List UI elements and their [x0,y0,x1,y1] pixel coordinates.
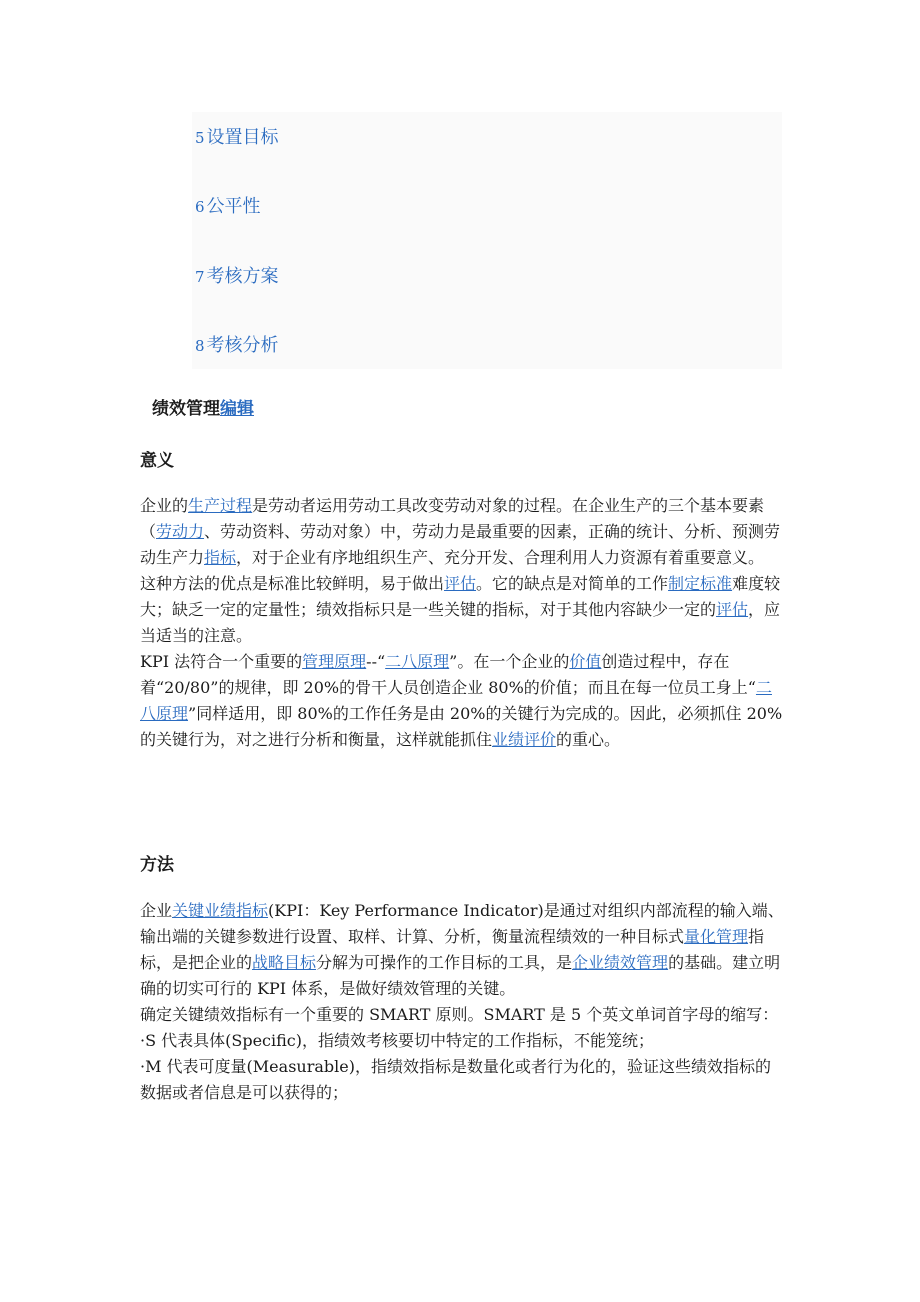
text: 、劳动资料、劳动对象）中，劳动力是最重要的因素，正确的统计、分析、预测劳动生产力 [140,522,781,567]
meaning-body [140,493,786,753]
bullet-specific: ·S 代表具体(Specific)，指绩效考核要切中特定的工作指标，不能笼统； [140,1031,655,1050]
link-80-20-principle-2[interactable]: 二八原理 [140,678,772,723]
toc-item-number: 8 [195,337,205,355]
link-management-principle[interactable]: 管理原理 [302,652,367,671]
method-body [140,898,786,1106]
section-title-text: 绩效管理 [152,399,220,419]
toc-item-label: 考核方案 [206,266,279,287]
bullet-measurable: ·M 代表可度量(Measurable)，指绩效指标是数量化或者行为化的，验证这些绩效指标的数据或者信息是可以获得的； [140,1057,771,1102]
text: (KPI：Key Performance Indicator)是通过对组织内部流程的输入端、输出端的关键参数进行设置、取样、计算、分析，衡量流程绩效的一种目标式 [140,901,784,946]
text: 企业的 [140,496,189,515]
link-strategic-goal[interactable]: 战略目标 [252,953,317,972]
text: 创造过程中，存在着“20/80”的规律，即 20%的骨干人员创造企业 80%的价值；而且在每一位员工身上“ [140,652,756,697]
toc-item-label: 设置目标 [206,127,279,148]
text: 。它的缺点是对简单的工作 [476,574,669,593]
toc-item-fairness[interactable] [195,193,261,221]
method-paragraph-2: 确定关键绩效指标有一个重要的 SMART 原则。SMART 是 5 个英文单词首字母的缩写： [140,1005,779,1024]
link-evaluation-2[interactable]: 评估 [716,600,749,619]
section-title [152,394,254,419]
text: 这种方法的优点是标准比较鲜明，易于做出 [140,574,445,593]
link-set-standard[interactable]: 制定标准 [668,574,733,593]
toc-item-assessment-analysis[interactable] [195,332,279,360]
meaning-paragraph-3 [140,649,786,753]
meaning-paragraph-2 [140,571,786,649]
text: 分解为可操作的工作目标的工具，是 [316,953,573,972]
link-key-performance-indicator[interactable]: 关键业绩指标 [172,901,269,920]
toc-panel [192,112,782,369]
text: ，应当适当的注意。 [140,600,781,645]
text: 指标，是把企业的 [140,927,765,972]
text: ，对于企业有序地组织生产、充分开发、合理利用人力资源有着重要意义。 [236,548,765,567]
text: ”。在一个企业的 [449,652,570,671]
link-production-process[interactable]: 生产过程 [188,496,253,515]
link-quantitative-management[interactable]: 量化管理 [684,927,749,946]
toc-item-assessment-plan[interactable] [195,263,279,291]
meaning-heading: 意义 [140,451,174,471]
method-heading: 方法 [140,855,174,875]
toc-item-number: 7 [195,268,205,286]
link-performance-evaluation[interactable]: 业绩评价 [492,730,557,749]
toc-item-label: 考核分析 [206,335,279,356]
text: 是劳动者运用劳动工具改变劳动对象的过程。在企业生产的三个基本要素（ [140,496,765,541]
text: 难度较大；缺乏一定的定量性；绩效指标只是一些关键的指标，对于其他内容缺少一定的 [140,574,781,619]
link-labor-force[interactable]: 劳动力 [156,522,205,541]
method-paragraph-1 [140,898,786,1002]
text: --“ [366,652,386,671]
text: 企业 [140,901,173,920]
text: 的基础。建立明确的切实可行的 KPI 体系，是做好绩效管理的关键。 [140,953,781,998]
toc-item-label: 公平性 [206,196,261,217]
link-enterprise-performance-management[interactable]: 企业绩效管理 [572,953,669,972]
edit-link[interactable]: 编辑 [220,399,254,419]
link-value[interactable]: 价值 [569,652,602,671]
text: 的重心。 [556,730,621,749]
link-80-20-principle[interactable]: 二八原理 [385,652,450,671]
toc-item-set-goals[interactable] [195,124,279,152]
text: KPI 法符合一个重要的 [140,652,303,671]
toc-item-number: 5 [195,129,205,147]
link-indicator[interactable]: 指标 [204,548,237,567]
toc-item-number: 6 [195,198,205,216]
link-evaluation[interactable]: 评估 [444,574,477,593]
text: ”同样适用，即 80%的工作任务是由 20%的关键行为完成的。因此，必须抓住 20%的关键行为，对之进行分析和衡量，这样就能抓住 [140,704,783,749]
meaning-paragraph-1 [140,493,786,571]
